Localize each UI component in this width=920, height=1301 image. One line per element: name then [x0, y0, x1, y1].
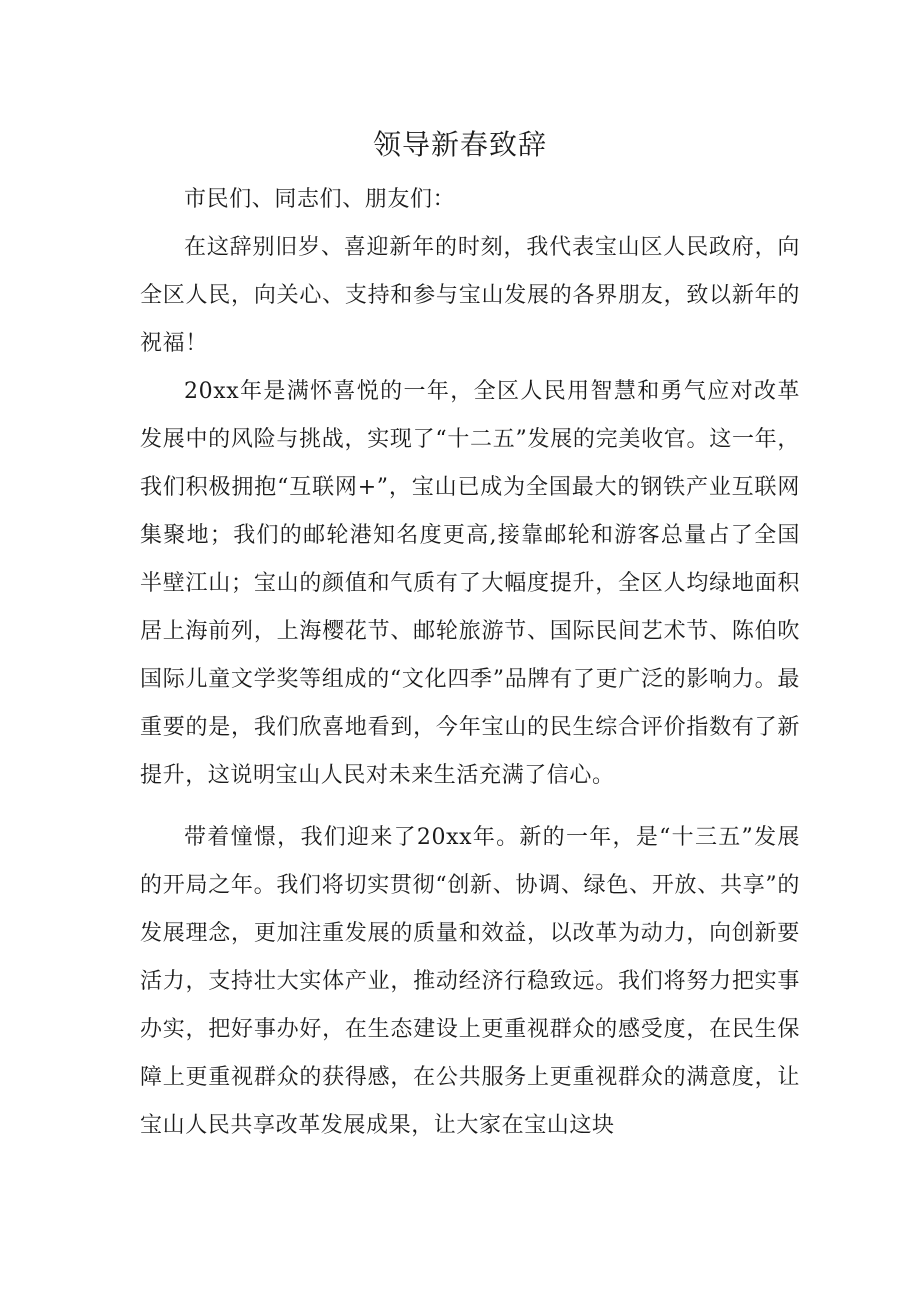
salutation: 市民们、同志们、朋友们：	[184, 187, 456, 212]
paragraph-greeting: 在这辞别旧岁、喜迎新年的时刻，我代表宝山区人民政府，向全区人民，向关心、支持和参与宝山发展的各界朋友，致以新年的祝福！	[140, 235, 800, 356]
document-body	[140, 176, 800, 1150]
document-title: 领导新春致辞	[372, 128, 547, 161]
paragraph-year-review: 20xx年是满怀喜悦的一年，全区人民用智慧和勇气应对改革发展中的风险与挑战，实现了“十二五”发展的完美收官。这一年，我们积极拥抱“互联网+”，宝山已成为全国最大的钢铁产业互联网集聚地；我们的邮轮港知名度更高,接靠邮轮和游客总量占了全国半壁江山；宝山的颜值和气质有了大幅度提升，全区人均绿地面积居上海前列，上海樱花节、邮轮旅游节、国际民间艺术节、陈伯吹国际儿童文学奖等组成的“文化四季”品牌有了更广泛的影响力。最重要的是，我们欣喜地看到，今年宝山的民生综合评价指数有了新提升，这说明宝山人民对未来生活充满了信心。	[140, 379, 800, 788]
paragraph-new-year-plan: 带着憧憬，我们迎来了20xx年。新的一年，是“十三五”发展的开局之年。我们将切实贯彻“创新、协调、绿色、开放、共享”的发展理念，更加注重发展的质量和效益，以改革为动力，向创新要活力，支持壮大实体产业，推动经济行稳致远。我们将努力把实事办实，把好事办好，在生态建设上更重视群众的感受度，在民生保障上更重视群众的获得感，在公共服务上更重视群众的满意度，让宝山人民共享改革发展成果，让大家在宝山这块	[140, 825, 800, 1138]
